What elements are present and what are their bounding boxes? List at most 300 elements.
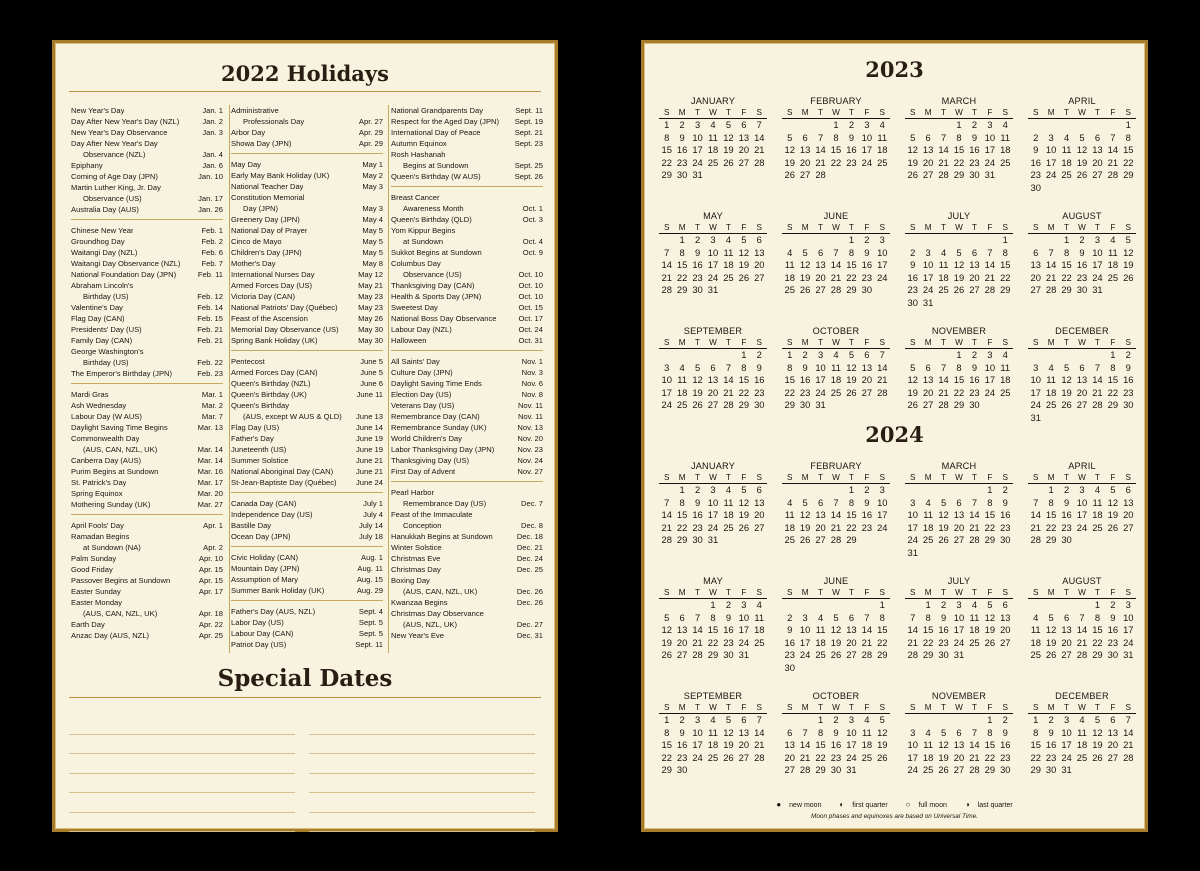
- day-cell[interactable]: 13: [707, 374, 719, 386]
- day-cell[interactable]: 9: [1063, 496, 1070, 508]
- day-cell[interactable]: 1: [1110, 349, 1116, 360]
- day-cell[interactable]: 20: [1076, 386, 1088, 398]
- day-cell[interactable]: 28: [1107, 169, 1119, 181]
- day-cell[interactable]: 20: [922, 386, 934, 398]
- day-cell[interactable]: 4: [1002, 119, 1008, 130]
- day-cell[interactable]: 6: [756, 484, 762, 495]
- day-cell[interactable]: 1: [710, 599, 716, 610]
- day-cell[interactable]: 11: [1030, 624, 1041, 636]
- day-cell[interactable]: 7: [756, 714, 762, 725]
- day-cell[interactable]: 4: [925, 726, 931, 738]
- day-cell[interactable]: 3: [710, 484, 716, 495]
- day-cell[interactable]: 25: [1000, 386, 1011, 398]
- day-cell[interactable]: 22: [953, 156, 965, 168]
- day-cell[interactable]: 7: [1094, 361, 1101, 373]
- day-cell[interactable]: 27: [799, 169, 811, 181]
- day-cell[interactable]: 29: [1107, 399, 1119, 411]
- day-cell[interactable]: 14: [877, 361, 888, 373]
- day-cell[interactable]: 4: [1033, 611, 1039, 623]
- day-cell[interactable]: 7: [756, 119, 762, 130]
- day-cell[interactable]: 20: [1092, 156, 1103, 168]
- day-cell[interactable]: 11: [938, 259, 949, 271]
- day-cell[interactable]: 11: [815, 624, 826, 636]
- day-cell[interactable]: 4: [817, 611, 824, 623]
- day-cell[interactable]: 23: [692, 271, 703, 283]
- day-cell[interactable]: 24: [1030, 399, 1041, 411]
- day-cell[interactable]: 17: [1030, 386, 1041, 398]
- day-cell[interactable]: 19: [692, 386, 703, 398]
- day-cell[interactable]: 7: [802, 726, 808, 738]
- day-cell[interactable]: 31: [1061, 764, 1072, 776]
- day-cell[interactable]: 18: [1092, 509, 1103, 521]
- day-cell[interactable]: 5: [741, 484, 747, 495]
- day-cell[interactable]: 28: [938, 399, 949, 411]
- day-cell[interactable]: 19: [784, 156, 795, 168]
- day-cell[interactable]: 28: [754, 751, 765, 763]
- day-cell[interactable]: 10: [661, 374, 672, 386]
- day-cell[interactable]: 7: [864, 611, 870, 623]
- day-cell[interactable]: 22: [815, 751, 826, 763]
- day-cell[interactable]: 23: [969, 386, 980, 398]
- day-cell[interactable]: 30: [692, 534, 703, 546]
- day-cell[interactable]: 6: [787, 726, 793, 738]
- day-cell[interactable]: 21: [815, 156, 826, 168]
- day-cell[interactable]: 24: [877, 271, 888, 283]
- day-cell[interactable]: 12: [799, 259, 811, 271]
- day-cell[interactable]: 1: [741, 349, 747, 360]
- day-cell[interactable]: 23: [861, 521, 873, 533]
- day-cell[interactable]: 9: [1110, 611, 1116, 623]
- day-cell[interactable]: 28: [984, 284, 996, 296]
- day-cell[interactable]: 1: [987, 484, 993, 495]
- day-cell[interactable]: 28: [1076, 649, 1088, 661]
- note-line[interactable]: [309, 813, 535, 833]
- day-cell[interactable]: 6: [1063, 611, 1070, 623]
- day-cell[interactable]: 24: [922, 284, 934, 296]
- note-line[interactable]: [69, 813, 295, 833]
- day-cell[interactable]: 4: [833, 349, 839, 360]
- day-cell[interactable]: 27: [754, 521, 765, 533]
- day-cell[interactable]: 20: [1000, 624, 1011, 636]
- day-cell[interactable]: 19: [877, 739, 888, 751]
- day-cell[interactable]: 18: [1000, 144, 1011, 156]
- day-cell[interactable]: 19: [1061, 386, 1072, 398]
- day-cell[interactable]: 16: [846, 144, 857, 156]
- day-cell[interactable]: 21: [799, 751, 811, 763]
- day-cell[interactable]: 29: [984, 534, 996, 546]
- day-cell[interactable]: 27: [1092, 169, 1103, 181]
- day-cell[interactable]: 5: [1048, 611, 1054, 623]
- day-cell[interactable]: 19: [799, 271, 811, 283]
- day-cell[interactable]: 3: [879, 234, 885, 245]
- day-cell[interactable]: 1: [833, 119, 839, 130]
- day-cell[interactable]: 31: [907, 546, 918, 558]
- day-cell[interactable]: 11: [723, 246, 734, 258]
- day-cell[interactable]: 30: [1061, 534, 1072, 546]
- day-cell[interactable]: 23: [830, 751, 842, 763]
- day-cell[interactable]: 23: [907, 284, 918, 296]
- day-cell[interactable]: 31: [984, 169, 996, 181]
- day-cell[interactable]: 24: [815, 386, 826, 398]
- day-cell[interactable]: 24: [692, 156, 703, 168]
- day-cell[interactable]: 29: [1123, 169, 1134, 181]
- day-cell[interactable]: 24: [707, 271, 719, 283]
- day-cell[interactable]: 2: [864, 234, 870, 245]
- day-cell[interactable]: 11: [1092, 496, 1103, 508]
- day-cell[interactable]: 7: [971, 496, 978, 508]
- day-cell[interactable]: 29: [707, 649, 719, 661]
- day-cell[interactable]: 22: [661, 751, 672, 763]
- day-cell[interactable]: 31: [953, 649, 965, 661]
- day-cell[interactable]: 17: [922, 271, 934, 283]
- day-cell[interactable]: 4: [1063, 131, 1070, 143]
- day-cell[interactable]: 19: [984, 624, 996, 636]
- day-cell[interactable]: 17: [1092, 259, 1103, 271]
- day-cell[interactable]: 4: [1110, 234, 1116, 245]
- day-cell[interactable]: 5: [910, 131, 916, 143]
- day-cell[interactable]: 9: [725, 611, 732, 623]
- day-cell[interactable]: 7: [664, 246, 670, 258]
- day-cell[interactable]: 7: [833, 246, 839, 258]
- day-cell[interactable]: 6: [1094, 131, 1101, 143]
- day-cell[interactable]: 10: [738, 611, 750, 623]
- day-cell[interactable]: 6: [1079, 361, 1085, 373]
- day-cell[interactable]: 12: [1123, 246, 1134, 258]
- day-cell[interactable]: 16: [676, 144, 688, 156]
- day-cell[interactable]: 2: [1002, 714, 1008, 725]
- day-cell[interactable]: 18: [877, 144, 888, 156]
- day-cell[interactable]: 13: [922, 374, 934, 386]
- day-cell[interactable]: 8: [787, 361, 793, 373]
- day-cell[interactable]: 14: [754, 131, 765, 143]
- day-cell[interactable]: 2: [787, 611, 793, 623]
- day-cell[interactable]: 6: [848, 611, 855, 623]
- day-cell[interactable]: 21: [1092, 386, 1103, 398]
- day-cell[interactable]: 3: [956, 599, 962, 610]
- day-cell[interactable]: 18: [938, 271, 949, 283]
- day-cell[interactable]: 27: [861, 386, 873, 398]
- day-cell[interactable]: 25: [1076, 751, 1088, 763]
- day-cell[interactable]: 13: [969, 259, 980, 271]
- day-cell[interactable]: 27: [846, 649, 857, 661]
- day-cell[interactable]: 7: [910, 611, 916, 623]
- day-cell[interactable]: 17: [1076, 509, 1088, 521]
- day-cell[interactable]: 27: [953, 764, 965, 776]
- day-cell[interactable]: 7: [971, 726, 978, 738]
- day-cell[interactable]: 3: [1033, 361, 1039, 373]
- note-line[interactable]: [69, 735, 295, 755]
- day-cell[interactable]: 26: [799, 534, 811, 546]
- day-cell[interactable]: 2: [833, 714, 839, 725]
- day-cell[interactable]: 28: [815, 169, 826, 181]
- day-cell[interactable]: 25: [1107, 271, 1119, 283]
- day-cell[interactable]: 28: [877, 386, 888, 398]
- day-cell[interactable]: 17: [707, 259, 719, 271]
- day-cell[interactable]: 24: [984, 386, 996, 398]
- day-cell[interactable]: 15: [1123, 144, 1134, 156]
- day-cell[interactable]: 9: [833, 726, 839, 738]
- day-cell[interactable]: 16: [938, 624, 949, 636]
- day-cell[interactable]: 24: [861, 156, 873, 168]
- day-cell[interactable]: 4: [925, 496, 931, 508]
- day-cell[interactable]: 5: [940, 496, 947, 508]
- day-cell[interactable]: 9: [787, 624, 793, 636]
- day-cell[interactable]: 12: [784, 144, 795, 156]
- day-cell[interactable]: 6: [1125, 484, 1131, 495]
- day-cell[interactable]: 7: [1079, 611, 1085, 623]
- day-cell[interactable]: 25: [1061, 169, 1072, 181]
- day-cell[interactable]: 17: [707, 509, 719, 521]
- day-cell[interactable]: 28: [661, 284, 672, 296]
- day-cell[interactable]: 26: [723, 751, 734, 763]
- day-cell[interactable]: 21: [1045, 271, 1057, 283]
- day-cell[interactable]: 6: [1110, 714, 1116, 725]
- day-cell[interactable]: 9: [1125, 361, 1131, 373]
- day-cell[interactable]: 12: [1045, 624, 1057, 636]
- day-cell[interactable]: 10: [984, 361, 996, 373]
- day-cell[interactable]: 27: [1107, 751, 1119, 763]
- day-cell[interactable]: 26: [953, 284, 965, 296]
- day-cell[interactable]: 25: [784, 534, 795, 546]
- day-cell[interactable]: 22: [1000, 271, 1011, 283]
- day-cell[interactable]: 10: [1092, 246, 1103, 258]
- day-cell[interactable]: 23: [799, 386, 811, 398]
- day-cell[interactable]: 3: [1079, 484, 1085, 495]
- day-cell[interactable]: 21: [984, 271, 996, 283]
- day-cell[interactable]: 10: [799, 624, 811, 636]
- day-cell[interactable]: 8: [741, 361, 747, 373]
- day-cell[interactable]: 24: [692, 751, 703, 763]
- day-cell[interactable]: 29: [738, 399, 750, 411]
- day-cell[interactable]: 8: [848, 246, 855, 258]
- day-cell[interactable]: 5: [725, 714, 732, 725]
- day-cell[interactable]: 19: [723, 739, 734, 751]
- day-cell[interactable]: 14: [799, 739, 811, 751]
- day-cell[interactable]: 19: [846, 374, 857, 386]
- day-cell[interactable]: 3: [910, 726, 916, 738]
- day-cell[interactable]: 27: [1000, 636, 1011, 648]
- day-cell[interactable]: 14: [1045, 259, 1057, 271]
- day-cell[interactable]: 1: [956, 119, 962, 130]
- day-cell[interactable]: 22: [846, 271, 857, 283]
- day-cell[interactable]: 14: [830, 259, 842, 271]
- day-cell[interactable]: 20: [799, 156, 811, 168]
- day-cell[interactable]: 5: [664, 611, 670, 623]
- day-cell[interactable]: 13: [1061, 624, 1072, 636]
- day-cell[interactable]: 18: [922, 751, 934, 763]
- day-cell[interactable]: 24: [1123, 636, 1134, 648]
- day-cell[interactable]: 9: [694, 246, 701, 258]
- day-cell[interactable]: 29: [1030, 764, 1041, 776]
- day-cell[interactable]: 2: [864, 484, 870, 495]
- day-cell[interactable]: 11: [923, 509, 933, 521]
- day-cell[interactable]: 30: [907, 296, 918, 308]
- day-cell[interactable]: 19: [938, 751, 949, 763]
- day-cell[interactable]: 13: [1092, 144, 1103, 156]
- day-cell[interactable]: 19: [738, 259, 750, 271]
- day-cell[interactable]: 21: [861, 636, 873, 648]
- day-cell[interactable]: 18: [1076, 739, 1088, 751]
- day-cell[interactable]: 4: [864, 714, 870, 725]
- day-cell[interactable]: 5: [940, 726, 947, 738]
- day-cell[interactable]: 28: [830, 284, 842, 296]
- day-cell[interactable]: 9: [940, 611, 947, 623]
- day-cell[interactable]: 15: [984, 509, 996, 521]
- day-cell[interactable]: 2: [756, 349, 762, 360]
- day-cell[interactable]: 21: [692, 636, 703, 648]
- day-cell[interactable]: 3: [694, 119, 701, 130]
- day-cell[interactable]: 18: [754, 624, 765, 636]
- day-cell[interactable]: 20: [815, 271, 826, 283]
- day-cell[interactable]: 2: [848, 119, 855, 130]
- day-cell[interactable]: 4: [787, 246, 793, 258]
- day-cell[interactable]: 14: [969, 739, 980, 751]
- day-cell[interactable]: 4: [940, 246, 947, 258]
- day-cell[interactable]: 11: [784, 259, 795, 271]
- day-cell[interactable]: 30: [1123, 399, 1134, 411]
- day-cell[interactable]: 15: [738, 374, 750, 386]
- day-cell[interactable]: 9: [1048, 726, 1054, 738]
- day-cell[interactable]: 24: [877, 521, 888, 533]
- day-cell[interactable]: 12: [738, 496, 750, 508]
- note-line[interactable]: [69, 774, 295, 794]
- day-cell[interactable]: 7: [725, 361, 732, 373]
- day-cell[interactable]: 8: [956, 361, 962, 373]
- day-cell[interactable]: 25: [707, 751, 719, 763]
- day-cell[interactable]: 18: [1107, 259, 1119, 271]
- day-cell[interactable]: 14: [661, 259, 672, 271]
- day-cell[interactable]: 7: [817, 131, 824, 143]
- day-cell[interactable]: 3: [1063, 714, 1070, 725]
- day-cell[interactable]: 1: [787, 349, 793, 360]
- day-cell[interactable]: 20: [754, 259, 765, 271]
- day-cell[interactable]: 17: [846, 739, 857, 751]
- day-cell[interactable]: 17: [738, 624, 750, 636]
- day-cell[interactable]: 10: [877, 496, 888, 508]
- day-cell[interactable]: 16: [830, 739, 842, 751]
- day-cell[interactable]: 15: [676, 509, 688, 521]
- day-cell[interactable]: 25: [877, 156, 888, 168]
- day-cell[interactable]: 11: [923, 739, 933, 751]
- day-cell[interactable]: 3: [1125, 599, 1131, 610]
- note-line[interactable]: [69, 715, 295, 735]
- day-cell[interactable]: 15: [707, 624, 719, 636]
- day-cell[interactable]: 15: [953, 374, 965, 386]
- day-cell[interactable]: 24: [907, 534, 918, 546]
- day-cell[interactable]: 29: [1045, 534, 1057, 546]
- day-cell[interactable]: 30: [723, 649, 734, 661]
- day-cell[interactable]: 7: [1033, 496, 1039, 508]
- day-cell[interactable]: 8: [1033, 726, 1039, 738]
- day-cell[interactable]: 25: [1030, 649, 1041, 661]
- day-cell[interactable]: 15: [1061, 259, 1072, 271]
- day-cell[interactable]: 11: [708, 131, 718, 143]
- day-cell[interactable]: 13: [754, 496, 765, 508]
- day-cell[interactable]: 19: [723, 144, 734, 156]
- day-cell[interactable]: 26: [1092, 751, 1103, 763]
- day-cell[interactable]: 11: [677, 374, 687, 386]
- day-cell[interactable]: 1: [925, 599, 931, 610]
- day-cell[interactable]: 26: [1076, 169, 1088, 181]
- day-cell[interactable]: 5: [879, 714, 885, 725]
- day-cell[interactable]: 25: [754, 636, 765, 648]
- day-cell[interactable]: 10: [984, 131, 996, 143]
- day-cell[interactable]: 2: [971, 349, 978, 360]
- day-cell[interactable]: 3: [987, 119, 993, 130]
- day-cell[interactable]: 27: [784, 764, 795, 776]
- day-cell[interactable]: 12: [907, 144, 918, 156]
- day-cell[interactable]: 6: [756, 234, 762, 245]
- day-cell[interactable]: 31: [692, 169, 703, 181]
- day-cell[interactable]: 21: [877, 374, 888, 386]
- day-cell[interactable]: 2: [802, 349, 808, 360]
- day-cell[interactable]: 28: [723, 399, 734, 411]
- day-cell[interactable]: 9: [910, 259, 916, 271]
- day-cell[interactable]: 27: [1030, 284, 1041, 296]
- day-cell[interactable]: 14: [938, 374, 949, 386]
- day-cell[interactable]: 29: [922, 649, 934, 661]
- day-cell[interactable]: 20: [738, 739, 750, 751]
- day-cell[interactable]: 18: [676, 386, 688, 398]
- day-cell[interactable]: 21: [1030, 521, 1041, 533]
- day-cell[interactable]: 10: [1045, 144, 1057, 156]
- day-cell[interactable]: 29: [1092, 649, 1103, 661]
- day-cell[interactable]: 24: [1076, 521, 1088, 533]
- day-cell[interactable]: 29: [784, 399, 795, 411]
- day-cell[interactable]: 15: [1092, 624, 1103, 636]
- day-cell[interactable]: 14: [969, 509, 980, 521]
- day-cell[interactable]: 24: [707, 521, 719, 533]
- day-cell[interactable]: 31: [815, 399, 826, 411]
- day-cell[interactable]: 19: [830, 636, 842, 648]
- day-cell[interactable]: 10: [692, 131, 703, 143]
- day-cell[interactable]: 5: [910, 361, 916, 373]
- day-cell[interactable]: 18: [815, 636, 826, 648]
- day-cell[interactable]: 9: [971, 131, 978, 143]
- day-cell[interactable]: 25: [1045, 399, 1057, 411]
- day-cell[interactable]: 17: [1123, 624, 1134, 636]
- day-cell[interactable]: 18: [861, 739, 873, 751]
- day-cell[interactable]: 27: [815, 284, 826, 296]
- day-cell[interactable]: 1: [679, 484, 685, 495]
- day-cell[interactable]: 8: [1125, 131, 1131, 143]
- day-cell[interactable]: 19: [953, 271, 965, 283]
- day-cell[interactable]: 13: [815, 259, 826, 271]
- day-cell[interactable]: 9: [694, 496, 701, 508]
- day-cell[interactable]: 10: [877, 246, 888, 258]
- day-cell[interactable]: 20: [1123, 509, 1134, 521]
- day-cell[interactable]: 2: [1002, 484, 1008, 495]
- day-cell[interactable]: 10: [1076, 496, 1088, 508]
- day-cell[interactable]: 30: [1107, 649, 1119, 661]
- day-cell[interactable]: 21: [754, 144, 765, 156]
- day-cell[interactable]: 16: [676, 739, 688, 751]
- day-cell[interactable]: 8: [817, 726, 824, 738]
- day-cell[interactable]: 10: [1123, 611, 1134, 623]
- day-cell[interactable]: 5: [848, 349, 855, 360]
- day-cell[interactable]: 29: [676, 534, 688, 546]
- day-cell[interactable]: 4: [1048, 361, 1054, 373]
- day-cell[interactable]: 1: [848, 484, 855, 495]
- day-cell[interactable]: 19: [661, 636, 672, 648]
- day-cell[interactable]: 23: [1030, 169, 1041, 181]
- day-cell[interactable]: 3: [848, 714, 855, 725]
- day-cell[interactable]: 4: [879, 119, 885, 130]
- day-cell[interactable]: 21: [907, 636, 918, 648]
- day-cell[interactable]: 13: [738, 726, 750, 738]
- note-lines-left[interactable]: [69, 715, 295, 832]
- day-cell[interactable]: 13: [738, 131, 750, 143]
